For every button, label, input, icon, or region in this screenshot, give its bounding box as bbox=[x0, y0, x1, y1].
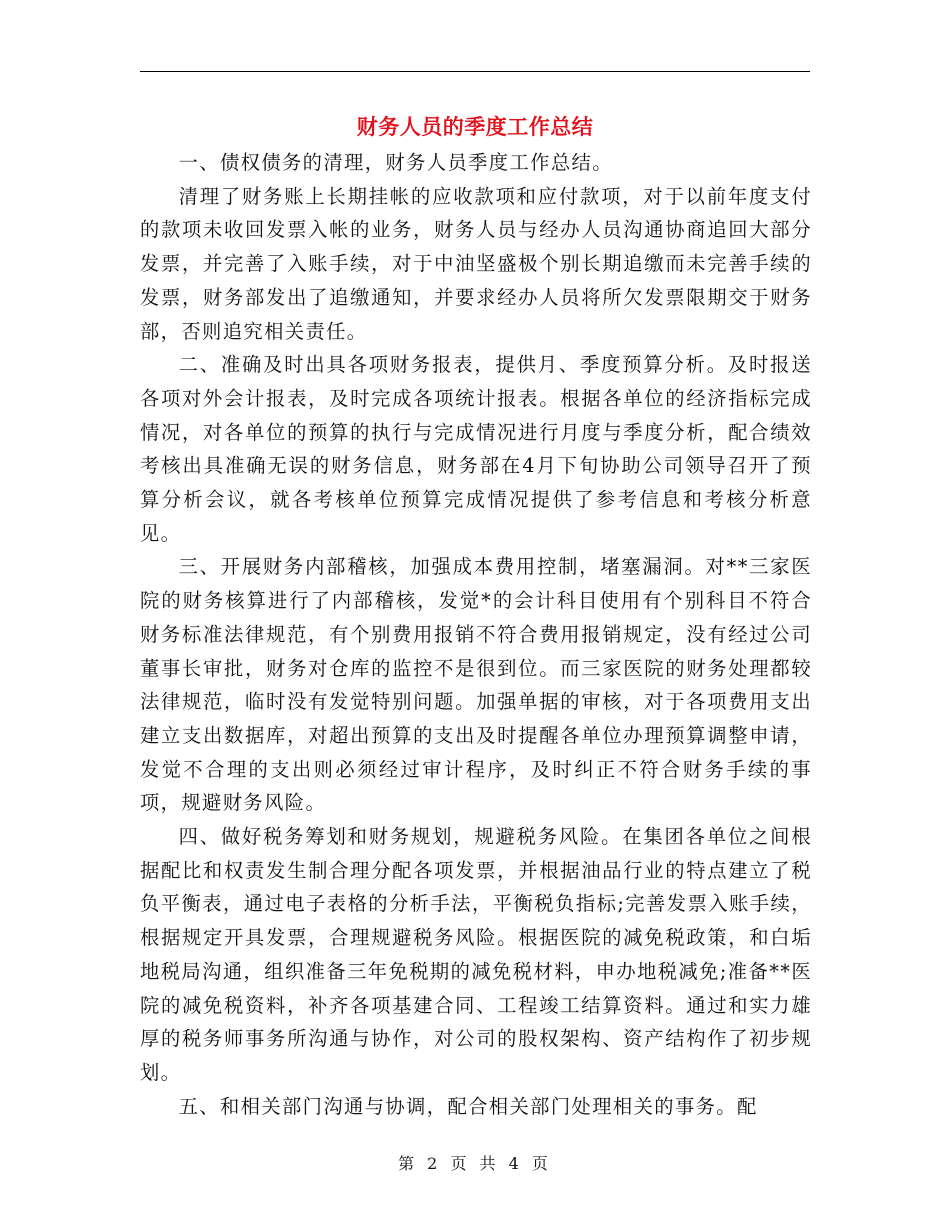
paragraph-6: 五、和相关部门沟通与协调，配合相关部门处理相关的事务。配 bbox=[178, 1094, 758, 1118]
paragraph-5: 四、做好税务筹划和财务规划，规避税务风险。在集团各单位之间根据配比和权责发生制合理分配各项发票，并根据油品行业的特点建立了税负平衡表，通过电子表格的分析手法，平衡税负指标;完善发票入账手续，根据规定开具发票，合理规避税务风险。根据医院的减免税政策，和白垢地税局沟通，组织准备三年免税期的减免税材料，申办地税减免;准备**医院的减免税资料，补齐各项基建合同、工程竣工结算资料。通过和实力雄厚的税务师事务所沟通与协作，对公司的股权架构、资产结构作了初步规划。 bbox=[140, 825, 812, 1084]
paragraph-1: 一、债权债务的清理，财务人员季度工作总结。 bbox=[178, 151, 613, 174]
paragraph-4: 三、开展财务内部稽核，加强成本费用控制，堵塞漏洞。对**三家医院的财务核算进行了内部稽核，发觉*的会计科目使用有个别科目不符合财务标准法律规范，有个别费用报销不符合费用报销规定，没有经过公司董事长审批，财务对仓库的监控不是很到位。而三家医院的财务处理都较法律规范，临时没有发觉特别问题。加强单据的审核，对于各项费用支出建立支出数据库，对超出预算的支出及时提醒各单位办理预算调整申请，发觉不合理的支出则必须经过审计程序，及时纠正不符合财务手续的事项，规避财务风险。 bbox=[140, 555, 812, 815]
paragraph-2: 清理了财务账上长期挂帐的应收款项和应付款项，对于以前年度支付的款项未收回发票入帐的业务，财务人员与经办人员沟通协商追回大部分发票，并完善了入账手续，对于中油坚盛极个别长期追缴而未完善手续的发票，财务部发出了追缴通知，并要求经办人员将所欠发票限期交于财务部，否则追究相关责任。 bbox=[140, 184, 812, 343]
header-divider bbox=[140, 71, 810, 72]
page-number-footer: 第 2 页 共 4 页 bbox=[398, 1154, 552, 1173]
document-body bbox=[140, 146, 812, 1123]
paragraph-3: 二、准确及时出具各项财务报表，提供月、季度预算分析。及时报送各项对外会计报表，及时完成各项统计报表。根据各单位的经济指标完成情况，对各单位的预算的执行与完成情况进行月度与季度分析，配合绩效考核出具准确无误的财务信息，财务部在4月下旬协助公司领导召开了预算分析会议，就各考核单位预算完成情况提供了参考信息和考核分析意见。 bbox=[140, 353, 812, 545]
document-title: 财务人员的季度工作总结 bbox=[356, 114, 594, 139]
